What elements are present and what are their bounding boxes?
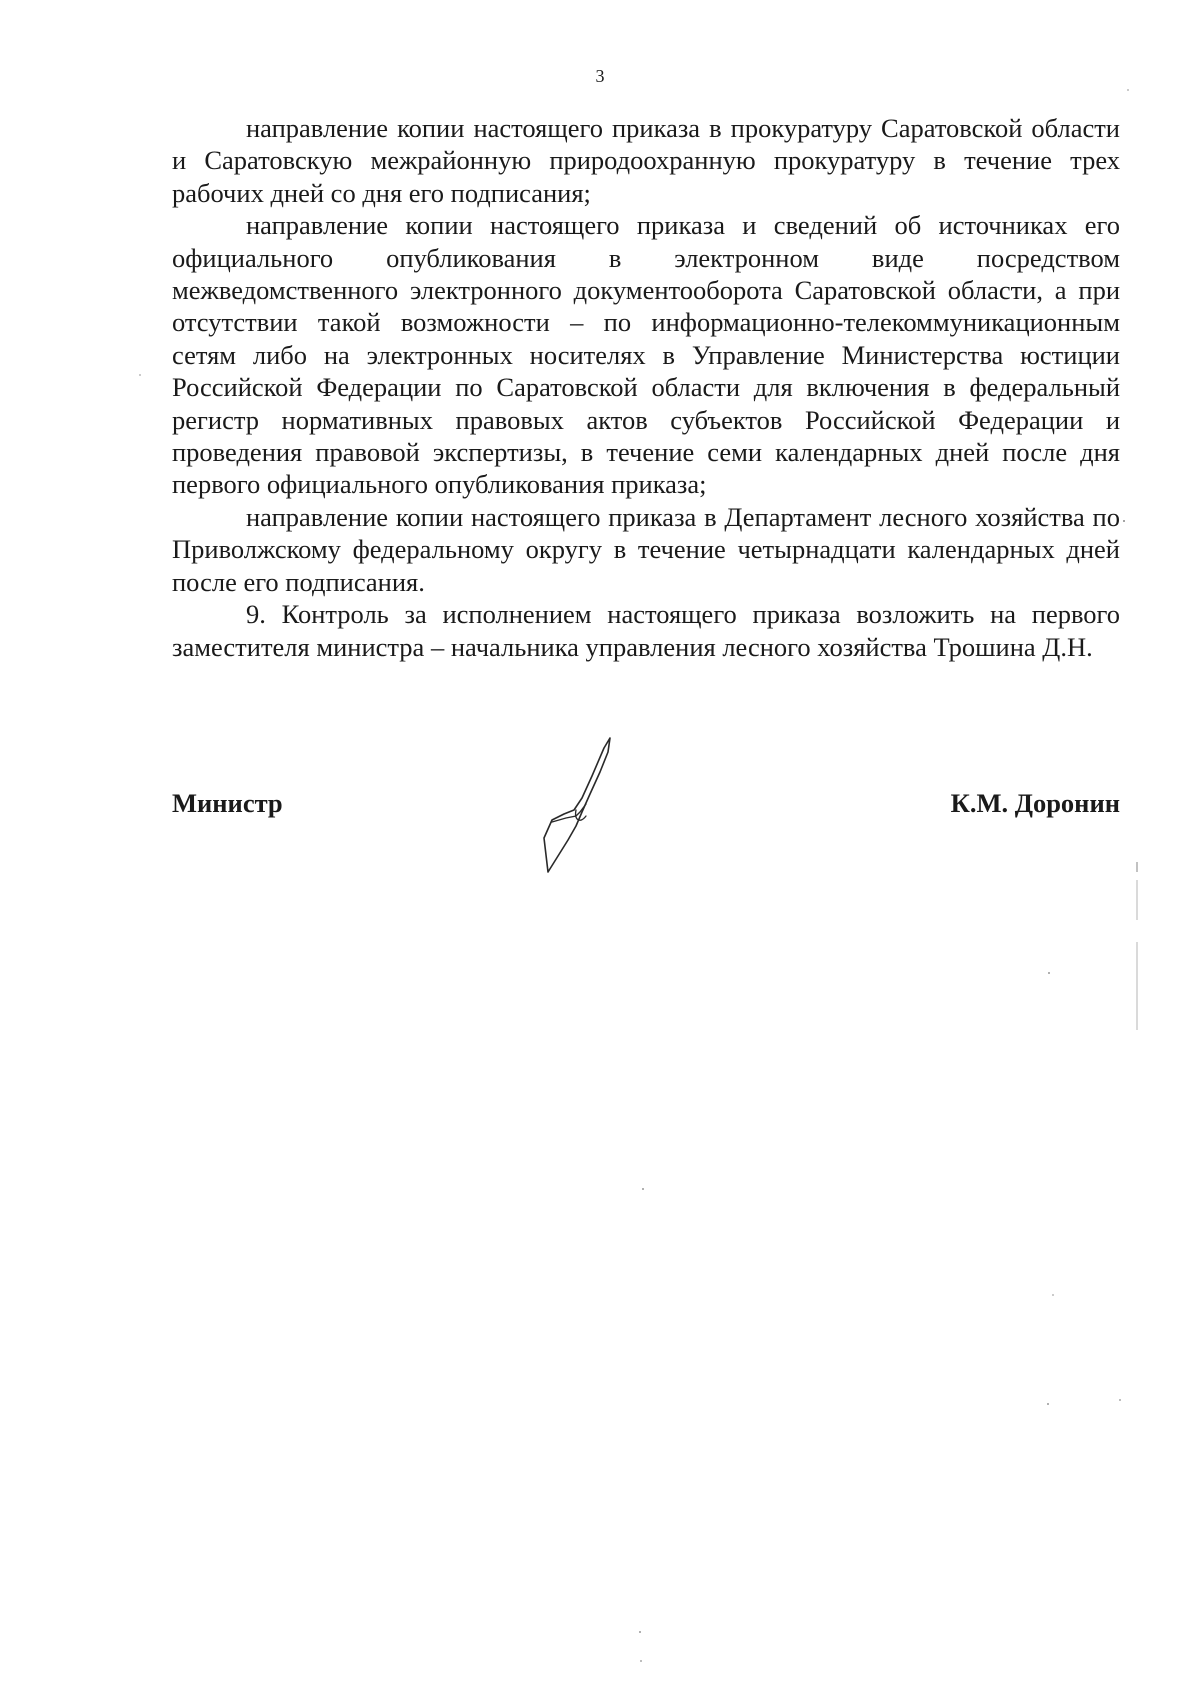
paragraph-prosecutor-notice: направление копии настоящего приказа в прокуратуру Саратовской области и Саратовскую межрайонную природоохранную прокуратуру в течение трех рабочих дней со дня его подписания; (172, 113, 1120, 208)
paragraph-justice-ministry-notice: направление копии настоящего приказа и сведений об источниках его официального опубликования в электронном виде посредством межведомственного электронного документооборота Саратовской области, а при отсутствии такой возможности – по информационно-телекоммуникационным сетям либо на электронных носителях в Управление Министерства юстиции Российской Федерации по Саратовской области для включения в федеральный регистр нормативных правовых актов субъектов Российской Федерации и проведения правовой экспертизы, в течение семи календарных дней после дня первого официального опубликования приказа; (172, 210, 1120, 500)
handwritten-signature (530, 730, 660, 880)
signatory-name: К.М. Доронин (950, 788, 1120, 818)
paragraph-forestry-department-notice: направление копии настоящего приказа в Департамент лесного хозяйства по Приволжскому федеральному округу в течение четырнадцати календарных дней после его подписания. (172, 501, 1120, 597)
document-body (172, 112, 1120, 663)
page-number: 3 (595, 66, 605, 86)
paragraph-control-clause: 9. Контроль за исполнением настоящего приказа возложить на первого заместителя министра – начальника управления лесного хозяйства Трошина Д.Н. (172, 599, 1120, 662)
signatory-title: Министр (172, 788, 283, 818)
